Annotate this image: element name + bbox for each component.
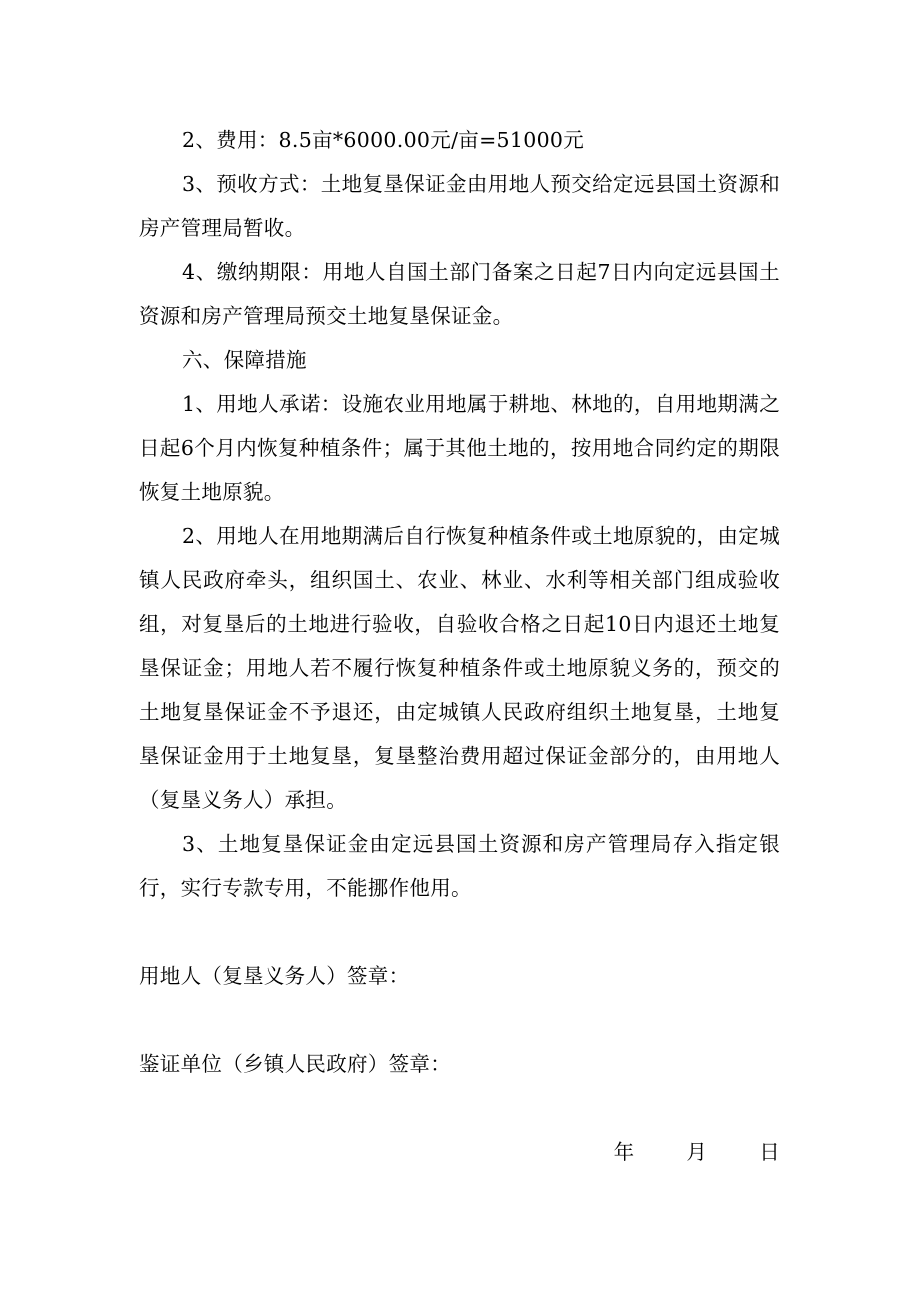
paragraph-payment-deadline: 4、缴纳期限：用地人自国土部门备案之日起7日内向定远县国土资源和房产管理局预交土地复垦保证金。	[139, 260, 780, 328]
document-body	[139, 118, 780, 1174]
date-day-label: 日	[759, 1140, 780, 1164]
date-line	[139, 1130, 780, 1174]
paragraph-fee: 2、费用：8.5亩*6000.00元/亩=51000元	[182, 128, 585, 152]
section-heading-safeguards: 六、保障措施	[182, 348, 307, 372]
date-month-label: 月	[686, 1140, 708, 1164]
paragraph-deposit-management: 3、土地复垦保证金由定远县国土资源和房产管理局存入指定银行，实行专款专用，不能挪作他用。	[139, 832, 780, 900]
land-user-signature-line: 用地人（复垦义务人）签章：	[139, 964, 410, 988]
paragraph-acceptance-refund: 2、用地人在用地期满后自行恢复种植条件或土地原貌的，由定城镇人民政府牵头，组织国土、农业、林业、水利等相关部门组成验收组，对复垦后的土地进行验收，自验收合格之日起10日内退还土地复垦保证金；用地人若不履行恢复种植条件或土地原貌义务的，预交的土地复垦保证金不予退还，由定城镇人民政府组织土地复垦，土地复垦保证金用于土地复垦，复垦整治费用超过保证金部分的，由用地人（复垦义务人）承担。	[139, 524, 780, 812]
verifier-signature-line: 鉴证单位（乡镇人民政府）签章：	[139, 1052, 451, 1076]
paragraph-user-commitment: 1、用地人承诺：设施农业用地属于耕地、林地的，自用地期满之日起6个月内恢复种植条件；属于其他土地的，按用地合同约定的期限恢复土地原貌。	[139, 392, 780, 504]
paragraph-collection-method: 3、预收方式：土地复垦保证金由用地人预交给定远县国土资源和房产管理局暂收。	[139, 172, 780, 240]
date-year-label: 年	[613, 1140, 635, 1164]
